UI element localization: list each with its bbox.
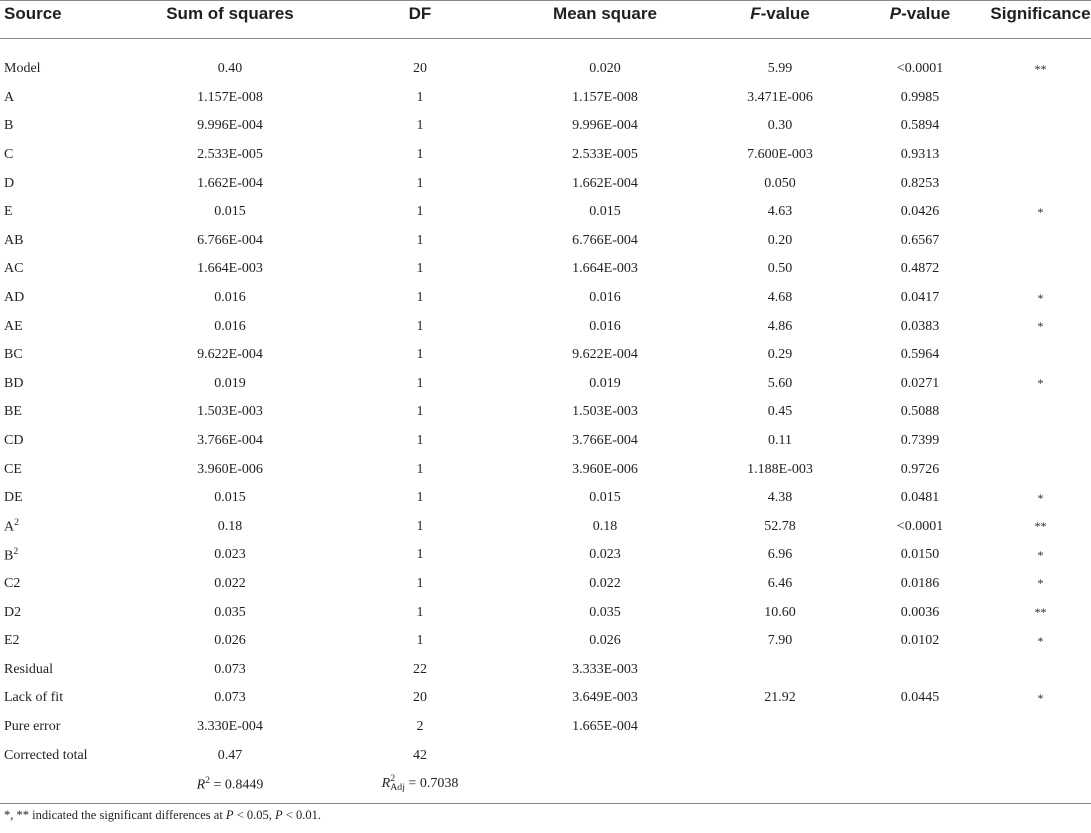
cell-sum-of-squares: 2.533E-005 <box>197 147 263 163</box>
cell-f-value: 10.60 <box>764 604 796 620</box>
cell-source: E <box>4 204 13 220</box>
table-row <box>0 227 1091 256</box>
cell-df: 1 <box>416 318 424 334</box>
cell-mean-square: 6.766E-004 <box>572 232 638 248</box>
cell-source <box>0 513 120 542</box>
cell-mean-square: 1.157E-008 <box>572 89 638 105</box>
cell-mean-square: 3.766E-004 <box>572 433 638 449</box>
cell-significance <box>990 227 1091 256</box>
cell-p-value <box>850 655 990 684</box>
cell-p-value: 0.0150 <box>900 547 940 563</box>
cell-significance <box>990 741 1091 770</box>
cell-source: BE <box>4 404 22 420</box>
cell-f-value: 4.86 <box>767 318 793 334</box>
cell-source: Model <box>4 61 41 77</box>
cell-df: 22 <box>413 661 427 677</box>
cell-p-value: 0.9726 <box>900 461 940 477</box>
cell-significance: * <box>1037 547 1044 562</box>
cell-source: C2 <box>4 575 21 591</box>
table-row <box>0 541 1091 570</box>
cell-f-value: 0.29 <box>767 347 793 363</box>
cell-df: 20 <box>413 61 427 77</box>
cell-significance: * <box>1037 633 1044 648</box>
cell-df: 1 <box>416 89 424 105</box>
footnote-p2-letter: P <box>275 808 283 822</box>
cell-p-value: 0.4872 <box>900 261 940 277</box>
table-row <box>0 655 1091 684</box>
cell-df: 1 <box>416 375 424 391</box>
cell-sum-of-squares: 0.023 <box>214 547 246 563</box>
cell-sum-of-squares: 3.960E-006 <box>197 461 263 477</box>
cell-source: AB <box>4 232 24 248</box>
cell-significance <box>990 141 1091 170</box>
cell-f-value <box>710 713 850 742</box>
cell-mean-square: 0.016 <box>589 318 621 334</box>
cell-significance <box>990 112 1091 141</box>
cell-mean-square: 0.026 <box>589 633 621 649</box>
cell-source: C <box>4 147 14 163</box>
cell-p-value: 0.5894 <box>900 118 940 134</box>
r-squared-adj <box>340 770 500 798</box>
cell-mean-square: 3.960E-006 <box>572 461 638 477</box>
header-mean-square: Mean square <box>553 4 657 23</box>
source-superscript: 2 <box>13 546 19 558</box>
table-row <box>0 427 1091 456</box>
cell-significance: ** <box>1034 605 1047 620</box>
cell-df: 1 <box>416 461 424 477</box>
cell-df: 1 <box>416 261 424 277</box>
cell-source <box>0 541 120 570</box>
cell-mean-square: 0.015 <box>589 490 621 506</box>
table-row <box>0 169 1091 198</box>
cell-p-value: 0.0102 <box>900 633 940 649</box>
cell-p-value: 0.0271 <box>900 375 940 391</box>
cell-sum-of-squares: 0.015 <box>214 490 246 506</box>
cell-source: AC <box>4 261 24 277</box>
cell-p-value: <0.0001 <box>896 518 944 534</box>
cell-p-value: <0.0001 <box>896 61 944 77</box>
table-row <box>0 84 1091 113</box>
cell-significance <box>990 713 1091 742</box>
cell-sum-of-squares: 6.766E-004 <box>197 232 263 248</box>
cell-source: BD <box>4 375 24 391</box>
cell-sum-of-squares: 0.40 <box>217 61 243 77</box>
cell-p-value: 0.0426 <box>900 204 940 220</box>
cell-f-value: 0.20 <box>767 232 793 248</box>
cell-p-value: 0.9985 <box>900 89 940 105</box>
cell-f-value: 0.30 <box>767 118 793 134</box>
stats-empty <box>0 770 120 798</box>
cell-f-value: 7.600E-003 <box>747 147 813 163</box>
cell-f-value: 3.471E-006 <box>747 89 813 105</box>
cell-significance: * <box>1037 290 1044 305</box>
table-row <box>0 741 1091 770</box>
cell-sum-of-squares: 9.622E-004 <box>197 347 263 363</box>
cell-sum-of-squares: 1.157E-008 <box>197 89 263 105</box>
cell-df: 20 <box>413 690 427 706</box>
cell-significance: * <box>1037 690 1044 705</box>
cell-sum-of-squares: 0.026 <box>214 633 246 649</box>
cell-mean-square: 9.622E-004 <box>572 347 638 363</box>
cell-source: Residual <box>4 661 53 677</box>
cell-significance: * <box>1037 319 1044 334</box>
cell-sum-of-squares: 1.664E-003 <box>197 261 263 277</box>
cell-f-value: 1.188E-003 <box>747 461 813 477</box>
cell-p-value: 0.0383 <box>900 318 940 334</box>
cell-p-value: 0.0481 <box>900 490 940 506</box>
cell-df: 1 <box>416 604 424 620</box>
cell-mean-square: 2.533E-005 <box>572 147 638 163</box>
cell-f-value: 52.78 <box>764 518 796 534</box>
cell-sum-of-squares: 0.015 <box>214 204 246 220</box>
cell-f-value: 4.68 <box>767 290 793 306</box>
table-row <box>0 398 1091 427</box>
cell-significance: ** <box>1034 61 1047 76</box>
cell-p-value <box>850 713 990 742</box>
r2adj-subscript: Adj <box>390 781 405 793</box>
cell-significance <box>990 169 1091 198</box>
header-f-suffix: -value <box>760 4 810 23</box>
cell-f-value <box>710 741 850 770</box>
cell-source: A <box>4 89 15 105</box>
cell-df: 42 <box>413 747 427 763</box>
table-row <box>0 684 1091 713</box>
cell-p-value: 0.0186 <box>900 575 940 591</box>
cell-significance <box>990 455 1091 484</box>
cell-source: D2 <box>4 604 22 620</box>
cell-significance: * <box>1037 204 1044 219</box>
cell-p-value: 0.7399 <box>900 433 940 449</box>
cell-sum-of-squares: 9.996E-004 <box>197 118 263 134</box>
cell-significance: * <box>1037 490 1044 505</box>
table-row <box>0 598 1091 627</box>
r2-symbol: R <box>196 777 206 793</box>
cell-p-value: 0.9313 <box>900 147 940 163</box>
cell-source: CE <box>4 461 22 477</box>
cell-significance <box>990 341 1091 370</box>
r-squared <box>120 770 340 798</box>
header-f-letter: F <box>750 4 761 23</box>
cell-sum-of-squares: 0.073 <box>214 690 246 706</box>
table-row <box>0 484 1091 513</box>
cell-f-value: 6.46 <box>767 575 793 591</box>
cell-df: 1 <box>416 147 424 163</box>
cell-source: Corrected total <box>4 747 88 763</box>
cell-mean-square: 0.019 <box>589 375 621 391</box>
cell-df: 1 <box>416 575 424 591</box>
footnote-p2-rest: < 0.01. <box>282 808 321 822</box>
cell-significance <box>990 427 1091 456</box>
cell-sum-of-squares: 0.016 <box>214 290 246 306</box>
table-row <box>0 370 1091 399</box>
header-df: DF <box>408 4 432 23</box>
cell-df: 1 <box>416 347 424 363</box>
table-row <box>0 55 1091 84</box>
cell-f-value: 21.92 <box>764 690 796 706</box>
source-superscript: 2 <box>14 517 20 529</box>
cell-mean-square: 1.665E-004 <box>572 718 638 734</box>
r2adj-value: = 0.7038 <box>404 776 459 792</box>
header-sum-of-squares: Sum of squares <box>166 4 294 23</box>
table-row <box>0 141 1091 170</box>
cell-sum-of-squares: 1.503E-003 <box>197 404 263 420</box>
cell-significance <box>990 84 1091 113</box>
cell-df: 1 <box>416 404 424 420</box>
footnote <box>4 808 321 823</box>
cell-p-value: 0.0417 <box>900 290 940 306</box>
header-row <box>0 0 1091 38</box>
cell-p-value: 0.6567 <box>900 232 940 248</box>
header-f-value <box>710 0 850 38</box>
cell-mean-square: 0.035 <box>589 604 621 620</box>
cell-significance <box>990 255 1091 284</box>
cell-source: BC <box>4 347 23 363</box>
cell-significance: * <box>1037 376 1044 391</box>
cell-df: 1 <box>416 290 424 306</box>
cell-df: 1 <box>416 547 424 563</box>
cell-f-value: 5.60 <box>767 375 793 391</box>
cell-source: DE <box>4 490 23 506</box>
header-significance: Significance <box>990 4 1091 23</box>
table-row <box>0 312 1091 341</box>
cell-f-value: 7.90 <box>767 633 793 649</box>
table-bottom-rule <box>0 803 1091 804</box>
cell-p-value: 0.0036 <box>900 604 940 620</box>
cell-mean-square: 1.662E-004 <box>572 175 638 191</box>
cell-mean-square <box>500 741 710 770</box>
cell-source: Lack of fit <box>4 690 64 706</box>
cell-source: AD <box>4 290 25 306</box>
cell-sum-of-squares: 0.47 <box>217 747 243 763</box>
cell-sum-of-squares: 0.019 <box>214 375 246 391</box>
stats-row <box>0 770 1091 798</box>
cell-mean-square: 3.333E-003 <box>572 661 638 677</box>
cell-sum-of-squares: 0.073 <box>214 661 246 677</box>
cell-mean-square: 3.649E-003 <box>572 690 638 706</box>
cell-df: 1 <box>416 232 424 248</box>
cell-sum-of-squares: 0.016 <box>214 318 246 334</box>
cell-df: 1 <box>416 204 424 220</box>
cell-sum-of-squares: 0.022 <box>214 575 246 591</box>
cell-f-value: 0.50 <box>767 261 793 277</box>
cell-mean-square: 0.022 <box>589 575 621 591</box>
table-row <box>0 713 1091 742</box>
table-row <box>0 112 1091 141</box>
cell-p-value: 0.5088 <box>900 404 940 420</box>
cell-source: CD <box>4 433 24 449</box>
cell-sum-of-squares: 3.766E-004 <box>197 433 263 449</box>
cell-mean-square: 0.016 <box>589 290 621 306</box>
cell-f-value: 5.99 <box>767 61 793 77</box>
r2-value: = 0.8449 <box>210 777 264 793</box>
cell-df: 1 <box>416 518 424 534</box>
cell-df: 1 <box>416 175 424 191</box>
header-p-value <box>850 0 990 38</box>
cell-sum-of-squares: 3.330E-004 <box>197 718 263 734</box>
cell-df: 1 <box>416 490 424 506</box>
cell-f-value: 0.11 <box>768 433 792 449</box>
cell-f-value <box>710 655 850 684</box>
header-source: Source <box>4 4 62 23</box>
footnote-prefix: *, ** indicated the significant differences at <box>4 808 226 822</box>
cell-mean-square: 0.015 <box>589 204 621 220</box>
cell-mean-square: 0.023 <box>589 547 621 563</box>
cell-mean-square: 1.503E-003 <box>572 404 638 420</box>
cell-mean-square: 0.020 <box>589 61 621 77</box>
table-row <box>0 284 1091 313</box>
table-row <box>0 341 1091 370</box>
table-row <box>0 513 1091 542</box>
cell-mean-square: 9.996E-004 <box>572 118 638 134</box>
r2adj-symbol: R <box>381 776 391 792</box>
cell-mean-square: 0.18 <box>592 518 618 534</box>
table-row <box>0 255 1091 284</box>
cell-significance <box>990 398 1091 427</box>
cell-source: D <box>4 175 15 191</box>
source-base: B <box>4 548 14 564</box>
r2adj-superscript: 2 <box>390 773 396 785</box>
cell-significance: ** <box>1034 519 1047 534</box>
cell-p-value: 0.0445 <box>900 690 940 706</box>
cell-sum-of-squares: 0.035 <box>214 604 246 620</box>
cell-f-value: 4.38 <box>767 490 793 506</box>
cell-f-value: 4.63 <box>767 204 793 220</box>
footnote-p1-letter: P <box>225 808 234 822</box>
cell-significance <box>990 655 1091 684</box>
source-base: A <box>4 520 15 536</box>
table-row <box>0 455 1091 484</box>
cell-df: 1 <box>416 433 424 449</box>
cell-mean-square: 1.664E-003 <box>572 261 638 277</box>
cell-df: 2 <box>416 718 424 734</box>
cell-df: 1 <box>416 633 424 649</box>
header-p-suffix: -value <box>901 4 951 23</box>
cell-significance: * <box>1037 576 1044 591</box>
r2-superscript: 2 <box>205 774 211 786</box>
table-row <box>0 570 1091 599</box>
cell-df: 1 <box>416 118 424 134</box>
cell-f-value: 0.45 <box>767 404 793 420</box>
cell-source: AE <box>4 318 23 334</box>
table-row <box>0 627 1091 656</box>
cell-source: Pure error <box>4 718 61 734</box>
footnote-p1-rest: < 0.05, <box>233 808 275 822</box>
cell-f-value: 0.050 <box>764 175 796 191</box>
table-row <box>0 198 1091 227</box>
cell-p-value: 0.8253 <box>900 175 940 191</box>
cell-sum-of-squares: 0.18 <box>217 518 243 534</box>
cell-p-value: 0.5964 <box>900 347 940 363</box>
header-p-letter: P <box>889 4 902 23</box>
cell-sum-of-squares: 1.662E-004 <box>197 175 263 191</box>
cell-p-value <box>850 741 990 770</box>
cell-source: E2 <box>4 633 20 649</box>
cell-f-value: 6.96 <box>767 547 793 563</box>
cell-source: B <box>4 118 14 134</box>
